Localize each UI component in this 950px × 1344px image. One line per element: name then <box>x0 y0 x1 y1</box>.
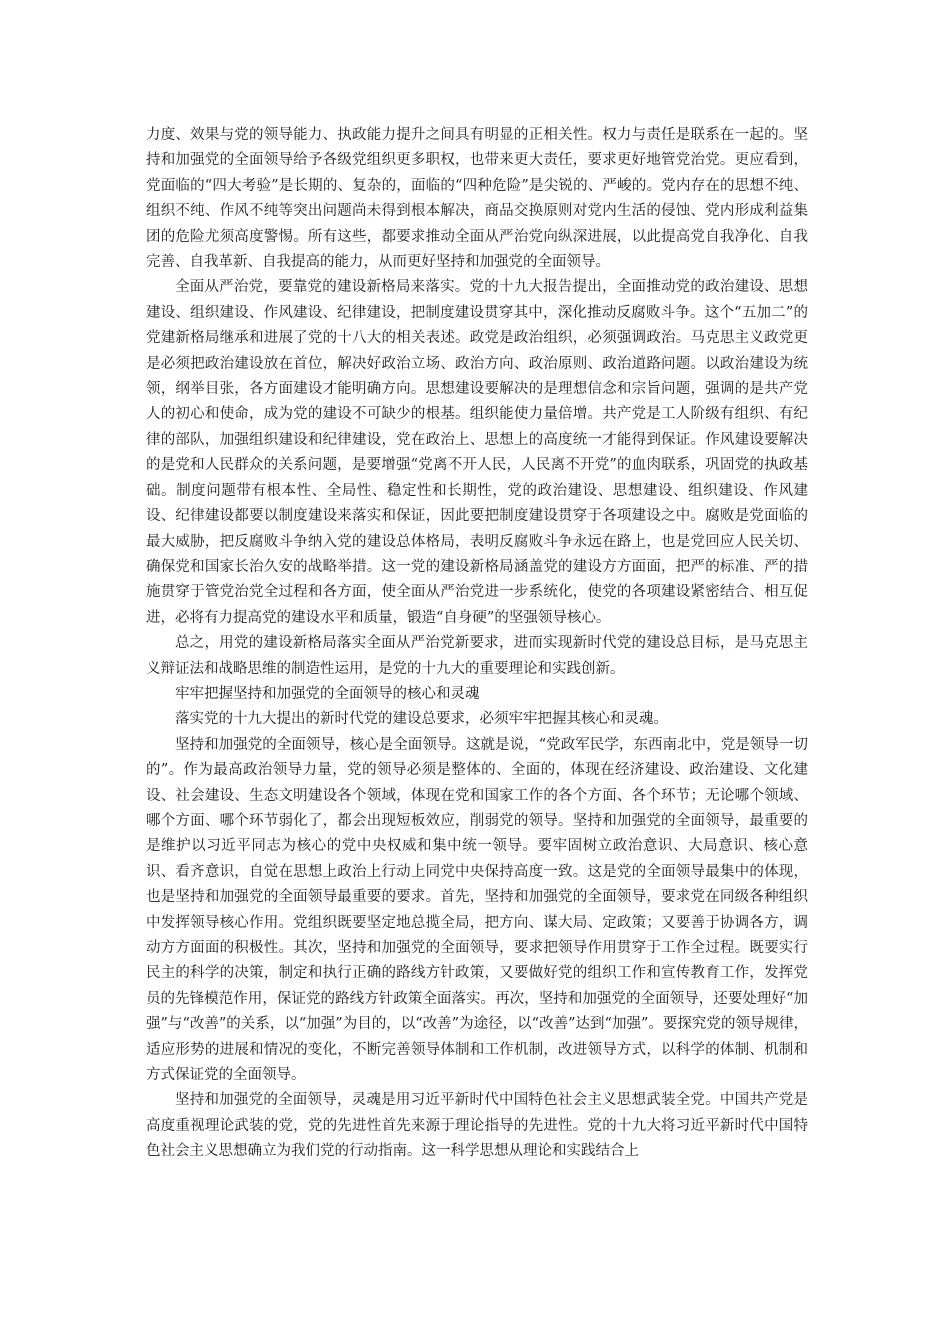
paragraph-6: 坚持和加强党的全面领导，灵魂是用习近平新时代中国特色社会主义思想武装全党。中国共产党是高度重视理论武装的党，党的先进性首先来源于理论指导的先进性。党的十九大将习近平新时代中国特色社会主义思想确立为我们党的行动指南。这一科学思想从理论和实践结合上 <box>146 1092 808 1160</box>
paragraph-5: 坚持和加强党的全面领导，核心是全面领导。这就是说，“党政军民学，东西南北中，党是领导一切的”。作为最高政治领导力量，党的领导必须是整体的、全面的，体现在经济建设、政治建设、文化建设、社会建设、生态文明建设各个领域，体现在党和国家工作的各个方面、各个环节；无论哪个领域、哪个方面、哪个环节弱化了，都会出现短板效应，削弱党的领导。坚持和加强党的全面领导，最重要的是维护以习近平同志为核心的党中央权威和集中统一领导。要牢固树立政治意识、大局意识、核心意识、看齐意识，自觉在思想上政治上行动上同党中央保持高度一致。这是党的全面领导最集中的体现，也是坚持和加强党的全面领导最重要的要求。首先，坚持和加强党的全面领导，要求党在同级各种组织中发挥领导核心作用。党组织既要坚定地总揽全局，把方向、谋大局、定政策；又要善于协调各方，调动方方面面的积极性。其次，坚持和加强党的全面领导，要求把领导作用贯穿于工作全过程。既要实行民主的科学的决策，制定和执行正确的路线方针政策，又要做好党的组织工作和宣传教育工作，发挥党员的先锋模范作用，保证党的路线方针政策全面落实。再次，坚持和加强党的全面领导，还要处理好“加强”与“改善”的关系，以“加强”为目的，以“改善”为途径，以“改善”达到“加强”。要探究党的领导规律，适应形势的进展和情况的变化，不断完善领导体制和工作机制，改进领导方式，以科学的体制、机制和方式保证党的全面领导。 <box>146 736 808 1084</box>
document-body <box>146 123 808 1165</box>
paragraph-2: 全面从严治党，要靠党的建设新格局来落实。党的十九大报告提出，全面推动党的政治建设、思想建设、组织建设、作风建设、纪律建设，把制度建设贯穿其中，深化推动反腐败斗争。这个“五加二”的党建新格局继承和进展了党的十八大的相关表述。政党是政治组织，必须强调政治。马克思主义政党更是必须把政治建设放在首位，解决好政治立场、政治方向、政治原则、政治道路问题。以政治建设为统领，纲举目张，各方面建设才能明确方向。思想建设要解决的是理想信念和宗旨问题，强调的是共产党人的初心和使命，成为党的建设不可缺少的根基。组织能使力量倍增。共产党是工人阶级有组织、有纪律的部队，加强组织建设和纪律建设，党在政治上、思想上的高度统一才能得到保证。作风建设要解决的是党和人民群众的关系问题，是要增强“党离不开人民，人民离不开党”的血肉联系，巩固党的执政基础。制度问题带有根本性、全局性、稳定性和长期性，党的政治建设、思想建设、组织建设、作风建设、纪律建设都要以制度建设来落实和保证，因此要把制度建设贯穿于各项建设之中。腐败是党面临的最大威胁，把反腐败斗争纳入党的建设总体格局，表明反腐败斗争永远在路上，也是党回应人民关切、确保党和国家长治久安的战略举措。这一党的建设新格局涵盖党的建设方方面面，把严的标准、严的措施贯穿于管党治党全过程和各方面，使全面从严治党进一步系统化，使党的各项建设紧密结合、相互促进，必将有力提高党的建设水平和质量，锻造“自身硬”的坚强领导核心。 <box>146 279 808 626</box>
paragraph-1: 力度、效果与党的领导能力、执政能力提升之间具有明显的正相关性。权力与责任是联系在一起的。坚持和加强党的全面领导给予各级党组织更多职权，也带来更大责任，要求更好地管党治党。更应看到，党面临的“四大考验”是长期的、复杂的，面临的“四种危险”是尖锐的、严峻的。党内存在的思想不纯、组织不纯、作风不纯等突出问题尚未得到根本解决，商品交换原则对党内生活的侵蚀、党内形成利益集团的危险尤须高度警惕。所有这些，都要求推动全面从严治党向纵深进展，以此提高党自我净化、自我完善、自我革新、自我提高的能力，从而更好坚持和加强党的全面领导。 <box>146 127 808 271</box>
paragraph-3: 总之，用党的建设新格局落实全面从严治党新要求，进而实现新时代党的建设总目标，是马克思主义辩证法和战略思维的制造性运用，是党的十九大的重要理论和实践创新。 <box>146 635 808 677</box>
section-heading: 牢牢把握坚持和加强党的全面领导的核心和灵魂 <box>175 685 480 702</box>
paragraph-4: 落实党的十九大提出的新时代党的建设总要求，必须牢牢把握其核心和灵魂。 <box>175 711 668 728</box>
